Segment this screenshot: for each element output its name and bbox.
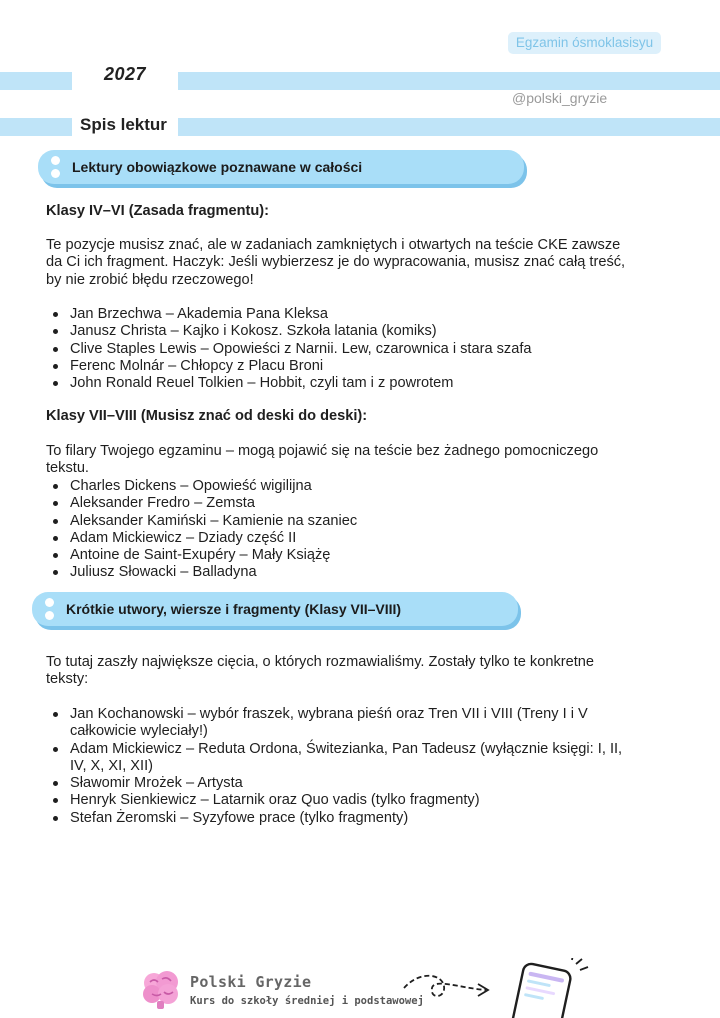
title-stripe-left [0,118,72,136]
brain-logo-icon [140,968,182,1010]
brand-subtitle: Kurs do szkoły średniej i podstawowej [190,995,424,1007]
list-item: Antoine de Saint-Exupéry – Mały Książę [46,547,646,564]
group-title: Klasy IV–VI (Zasada fragmentu): [46,203,270,219]
section-intro: To tutaj zaszły największe cięcia, o których rozmawialiśmy. Zostały tylko te konkretne teksty: [46,654,594,688]
list-item: Ferenc Molnár – Chłopcy z Placu Broni [46,358,646,375]
exam-tag: Egzamin ósmoklasisyu [508,32,661,54]
list-item: Jan Kochanowski – wybór fraszek, wybrana pieśń oraz Tren VII i VIII (Treny I i V całkowicie wyleciały!) [46,706,631,741]
group-title: Klasy VII–VIII (Musisz znać od deski do deski): [46,408,368,424]
title-stripe-right [178,118,720,136]
list-item: Jan Brzechwa – Akademia Pana Kleksa [46,306,646,323]
list-item: Charles Dickens – Opowieść wigilijna [46,478,646,495]
list-item: Adam Mickiewicz – Dziady część II [46,530,646,547]
header-stripe-right [178,72,720,90]
dots-icon [51,156,61,182]
list-item: Aleksander Kamiński – Kamienie na szaniec [46,513,646,530]
dots-icon [45,598,55,624]
list-item: John Ronald Reuel Tolkien – Hobbit, czyli tam i z powrotem [46,375,646,392]
section-heading-text: Krótkie utwory, wiersze i fragmenty (Klasy VII–VIII) [66,601,402,617]
group-intro: Te pozycje musisz znać, ale w zadaniach zamkniętych i otwartych na teście CKE zawsze da Ci ich fragment. Haczyk: Jeśli wybierzesz je do wypracowania, musisz znać całą treść, by nie zrobić błędu rzeczowego! [46,237,626,288]
section-heading-mandatory [38,150,524,184]
list-item: Juliusz Słowacki – Balladyna [46,564,646,581]
list-item: Aleksander Fredro – Zemsta [46,495,646,512]
list-item: Clive Staples Lewis – Opowieści z Narnii. Lew, czarownica i stara szafa [46,341,646,358]
year-label: 2027 [104,64,147,84]
list-item: Henryk Sienkiewicz – Latarnik oraz Quo vadis (tylko fragmenty) [46,792,631,809]
list-item: Stefan Żeromski – Syzyfowe prace (tylko fragmenty) [46,810,631,827]
group-intro: To filary Twojego egzaminu – mogą pojawić się na teście bez żadnego pomocniczego tekstu. [46,443,599,477]
header-stripe-left [0,72,72,90]
section-heading-text: Lektury obowiązkowe poznawane w całości [72,159,363,175]
arrow-doodle-icon [400,968,495,1008]
book-list [46,306,646,392]
book-list [46,478,646,582]
section-heading-short-works [32,592,518,626]
phone-illustration-icon [500,958,595,1018]
page-title: Spis lektur [80,115,167,134]
list-item: Sławomir Mrożek – Artysta [46,775,631,792]
book-list [46,706,631,827]
brand-name: Polski Gryzie [190,973,312,991]
list-item: Janusz Christa – Kajko i Kokosz. Szkoła latania (komiks) [46,323,646,340]
social-handle: @polski_gryzie [512,90,608,106]
list-item: Adam Mickiewicz – Reduta Ordona, Świtezianka, Pan Tadeusz (wyłącznie księgi: I, II, IV, X, XI, XII) [46,741,631,776]
